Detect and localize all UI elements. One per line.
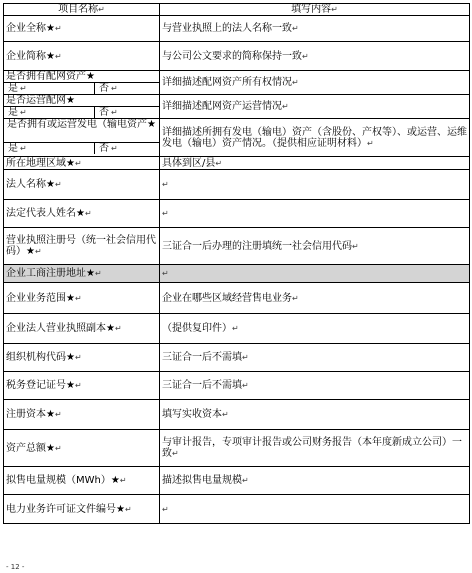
paragraph-mark: ↵ (242, 381, 249, 390)
option-no[interactable]: 否 ↵ (99, 143, 118, 154)
row-value-cell[interactable] (160, 344, 470, 372)
row-label: 企业简称★ (6, 50, 55, 62)
table-row (4, 157, 470, 170)
header-item-name: 项目名称↵ (4, 4, 160, 16)
row-label-cell (4, 495, 160, 524)
row-value: 三证合一后办理的注册填统一社会信用代码 (162, 240, 352, 252)
yes-no-options (4, 106, 159, 118)
row-value-cell[interactable] (160, 157, 470, 170)
row-value-cell[interactable] (160, 467, 470, 495)
paragraph-mark: ↵ (54, 24, 62, 33)
row-label-cell (4, 372, 160, 400)
row-label: 组织机构代码★ (6, 352, 75, 363)
table-header-row (4, 4, 470, 16)
paragraph-mark: ↵ (162, 180, 169, 189)
row-value: 与营业执照上的法人名称一致 (162, 23, 292, 34)
row-label-cell (4, 467, 160, 495)
row-label: 是否拥有或运营发电（输电资产★ (7, 119, 156, 130)
row-label-cell (4, 400, 160, 430)
row-value: 填写实收资本 (162, 409, 222, 420)
paragraph-mark: ↵ (34, 247, 42, 256)
row-label-cell (4, 228, 160, 265)
option-yes[interactable]: 是 ↵ (4, 107, 95, 118)
row-label: 企业业务范围★ (6, 292, 75, 304)
row-value-cell[interactable] (160, 283, 470, 314)
paragraph-mark: ↵ (54, 51, 62, 61)
paragraph-mark: ↵ (119, 476, 127, 485)
row-label: 是否拥有配网资产★ (6, 71, 95, 82)
row-label-cell (4, 16, 160, 42)
row-value-cell[interactable] (160, 170, 470, 200)
paragraph-mark: ↵ (74, 293, 82, 303)
row-value: 详细描述配网资产所有权情况 (162, 77, 292, 88)
row-label: 所在地理区域★ (6, 157, 75, 169)
paragraph-mark: ↵ (367, 138, 374, 148)
paragraph-mark: ↵ (352, 241, 359, 251)
row-label: 电力业务许可证文件编号★ (6, 503, 125, 515)
row-value-cell[interactable] (160, 200, 470, 228)
row-value-cell[interactable] (160, 16, 470, 42)
paragraph-mark: ↵ (242, 353, 249, 362)
row-value-cell[interactable] (160, 228, 470, 265)
paragraph-mark: ↵ (94, 269, 102, 278)
table-row (4, 283, 470, 314)
table-row (4, 42, 470, 71)
paragraph-mark: ↵ (282, 102, 289, 111)
row-value: 三证合一后不需填 (162, 380, 242, 391)
paragraph-mark: ↵ (292, 24, 299, 33)
row-label-cell (4, 265, 160, 283)
table-row (4, 344, 470, 372)
row-value: 企业在哪些区域经营售电业务 (162, 292, 292, 304)
row-label-cell (4, 344, 160, 372)
table-row (4, 95, 470, 119)
row-value: 三证合一后不需填 (162, 352, 242, 363)
row-value-cell[interactable] (160, 430, 470, 467)
row-label: 法定代表人姓名★ (6, 208, 85, 219)
row-label-cell (4, 283, 160, 314)
paragraph-mark: ↵ (292, 293, 299, 303)
table-row (4, 228, 470, 265)
paragraph-mark: ↵ (292, 78, 299, 87)
paragraph-mark: ↵ (215, 158, 223, 168)
row-label: 税务登记证号★ (6, 380, 75, 391)
row-value-cell[interactable] (160, 119, 470, 157)
row-label-cell (4, 71, 160, 95)
row-value: 具体到区/县 (162, 157, 216, 169)
yes-no-options (4, 142, 159, 154)
row-label: 营业执照注册号（统一社会信用代码）★ (6, 235, 156, 257)
row-label-cell (4, 42, 160, 71)
row-label: 拟售电量规模（MWh）★ (6, 475, 120, 486)
paragraph-mark: ↵ (232, 324, 239, 333)
paragraph-mark: ↵ (74, 381, 82, 390)
paragraph-mark: ↵ (302, 51, 309, 61)
paragraph-mark: ↵ (124, 504, 132, 514)
row-label: 企业工商注册地址★ (6, 268, 95, 279)
table-row (4, 265, 470, 283)
row-label: 企业全称★ (6, 23, 55, 34)
row-value-cell[interactable] (160, 71, 470, 95)
row-value: 详细描述所拥有发电（输电）资产（含股份、产权等）、或运营、运维发电（输电）资产情况。（提供相应证明材料） (162, 126, 467, 149)
row-label-cell (4, 170, 160, 200)
table-row (4, 467, 470, 495)
row-label: 资产总额★ (6, 442, 55, 454)
table-row (4, 71, 470, 95)
row-value: 描述拟售电量规模 (162, 475, 242, 486)
option-no[interactable]: 否 ↵ (99, 107, 118, 118)
paragraph-mark: ↵ (54, 180, 62, 189)
row-label-cell (4, 157, 160, 170)
paragraph-mark: ↵ (84, 209, 92, 218)
paragraph-mark: ↵ (162, 209, 169, 218)
table-row (4, 372, 470, 400)
table-row (4, 170, 470, 200)
option-yes[interactable]: 是 ↵ (4, 143, 95, 154)
row-value: 与审计报告，专项审计报告或公司财务报告（本年度新成立公司）一致 (162, 437, 462, 459)
row-value: 详细描述配网资产运营情况 (162, 101, 282, 112)
paragraph-mark: ↵ (74, 158, 82, 168)
row-label-cell (4, 430, 160, 467)
option-no[interactable]: 否 ↵ (99, 83, 118, 94)
row-value-cell[interactable] (160, 400, 470, 430)
row-value: 与公司公文要求的简称保持一致 (162, 50, 302, 62)
paragraph-mark: ↵ (114, 324, 122, 333)
table-row (4, 119, 470, 157)
table-row (4, 495, 470, 524)
paragraph-mark: ↵ (222, 410, 229, 419)
table-row (4, 400, 470, 430)
header-fill-content: 填写内容↵ (160, 4, 470, 16)
row-label: 注册资本★ (6, 409, 55, 420)
row-value-cell[interactable] (160, 314, 470, 344)
row-value-cell[interactable] (160, 372, 470, 400)
paragraph-mark: ↵ (242, 476, 249, 485)
paragraph-mark: ↵ (162, 504, 169, 514)
table-row (4, 314, 470, 344)
enterprise-info-table (3, 3, 470, 524)
table-row (4, 200, 470, 228)
table-row (4, 430, 470, 467)
row-value-cell[interactable] (160, 265, 470, 283)
row-value-cell[interactable] (160, 42, 470, 71)
page-number: - 12 - (6, 563, 25, 571)
yes-no-options (4, 82, 159, 94)
paragraph-mark: ↵ (162, 269, 169, 278)
row-label: 是否运营配网★ (6, 95, 75, 106)
paragraph-mark: ↵ (54, 443, 62, 453)
row-label-cell (4, 119, 160, 157)
form-page (3, 3, 469, 571)
row-label-cell (4, 314, 160, 344)
paragraph-mark: ↵ (74, 353, 82, 362)
row-value: （提供复印件） (162, 323, 232, 334)
paragraph-mark: ↵ (172, 449, 179, 458)
row-label: 法人名称★ (6, 179, 55, 190)
row-value-cell[interactable] (160, 495, 470, 524)
table-row (4, 16, 470, 42)
row-label: 企业法人营业执照副本★ (6, 323, 115, 334)
option-yes[interactable]: 是 ↵ (4, 83, 95, 94)
row-label-cell (4, 95, 160, 119)
paragraph-mark: ↵ (54, 410, 62, 419)
row-value-cell[interactable] (160, 95, 470, 119)
row-label-cell (4, 200, 160, 228)
